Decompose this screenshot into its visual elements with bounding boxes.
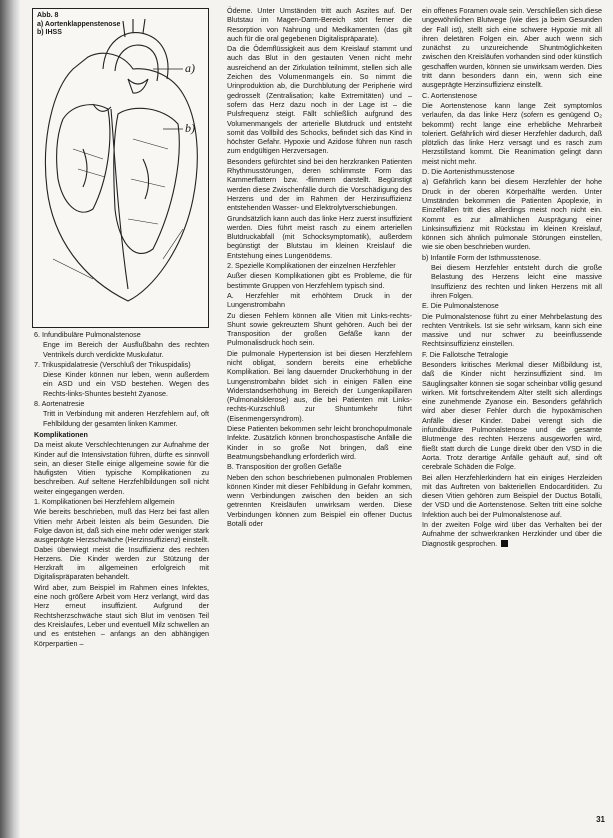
- paragraph: Tritt in Verbindung mit anderen Herzfehlern auf, oft Fehlbildung der gesamten linken Kammer.: [43, 409, 209, 428]
- figure-legend-b: b) IHSS: [37, 29, 62, 36]
- paragraph: ein offenes Foramen ovale sein. Verschließen sich diese ungewöhnlichen Blutwege (wie dies ja beim Gesunden der Fall ist), stellt sich eine schwere Hypoxie mit all ihren deletären Folgen ein. Aber auch wenn sich zunächst zu unzureichende Shuntmöglichkeiten zwischen den Kreisläufen vorhanden sind oder künstlich geschaffen wurden, können sie unwirksam werden. Dies tritt dann besonders dann ein, wenn sich eine ausgeprägte Herzinsuffizienz einstellt.: [422, 6, 602, 90]
- paragraph: Da meist akute Verschlechterungen zur Aufnahme der Kinder auf die Intensivstation führen, dürfte es sinnvoll sein, an dieser Stelle einige allgemeine sowie für die häufigsten Vitien typische Komplikationen zu beschreiben. Auf seltene Herzfehlbildungen soll nicht weiter eingegangen werden.: [34, 440, 209, 496]
- text-column-1: [34, 330, 209, 830]
- end-of-article-mark: [501, 540, 508, 547]
- paragraph: Die pulmonale Hypertension ist bei diesen Herzfehlern nicht obligat, sondern bereits eine erhebliche Komplikation. Bei lang dauernder Druckerhöhung in der Lungenstrombahn bildet sich in einigen Fällen eine Widerstandserhöhung im Bereich der Lungenkapillaren (Pulmonalsklerose) aus, die bei Patienten mit Links-rechts-Kurzschluß zur Shuntumkehr führt (Eisenmengersyndrom).: [227, 348, 412, 423]
- paragraph: Diese Patienten bekommen sehr leicht bronchopulmonale Infekte. Zusätzlich können bronchospastische Anfälle die Kinder in so große Not bringen, daß eine Beatmungsbehandlung erforderlich wird.: [227, 424, 412, 461]
- paragraph: Die Pulmonalstenose führt zu einer Mehrbelastung des rechten Ventrikels. Ist sie sehr wirksam, kann sich eine massive und nur schwer zu beeinflussende Rechtsinsuffizienz einstellen.: [422, 311, 602, 349]
- book-gutter-shadow: [0, 0, 20, 838]
- paragraph: 2. Spezielle Komplikationen der einzelnen Herzfehler: [227, 261, 396, 271]
- paragraph: In der zweiten Folge wird über das Verhalten bei der Aufnahme der schwerkranken Herzkinder und über die Diagnostik gesprochen.: [422, 520, 602, 548]
- page-number: 31: [596, 815, 605, 824]
- paragraph: 1. Komplikationen bei Herzfehlern allgemein: [34, 497, 175, 507]
- figure-number: Abb. 8: [37, 12, 59, 19]
- paragraph: Besonders gefürchtet sind bei den herzkranken Patienten Rhythmusstörungen, deren schlimmste Form das Kammerflattern bzw. -flimmern darstellt. Begünstigt werden diese Zwischenfälle durch die Vorschädigung des Herzens und der im Rahmen der Herzinsuffizienz entstehenden Wasser- und Elektrolytverschiebungen.: [227, 156, 412, 213]
- paragraph: Wie bereits beschrieben, muß das Herz bei fast allen Vitien mehr Arbeit leisten als beim Gesunden. Die Folge davon ist, daß sich eine mehr oder weniger stark ausgeprägte Herzschwäche (Herzinsuffizienz) einstellt. Dabei überwiegt meist die Insuffizienz des rechten Herzens. Die Kinder werden zur Stützung der Herzkraft im allgemeinen erfolgreich mit Digitalispräparaten behandelt.: [34, 507, 209, 582]
- paragraph: Enge im Bereich der Ausflußbahn des rechten Ventrikels durch verdickte Muskulatur.: [43, 340, 209, 359]
- paragraph: Diese Kinder können nur leben, wenn außerdem ein ASD und ein VSD bestehen. Wegen des Rechts-links-Shuntes besteht Zyanose.: [43, 370, 209, 398]
- paragraph: Die Aortenstenose kann lange Zeit symptomlos verlaufen, da das linke Herz (sofern es genügend O₂ bekommt) recht lange eine erhebliche Mehrarbeit toleriert. Gefährlich wird dieser Herzfehler dadurch, daß plötzlich das linke Herz versagt und es rasch zum Herzstillstand kommt. Die Reanimation gelingt dann meist nicht mehr.: [422, 100, 602, 166]
- figure-label-b: b): [185, 121, 195, 135]
- paragraph: Zu diesen Fehlern können alle Vitien mit Links-rechts-Shunt sowie gekreuztem Shunt gehören. Auch bei der Transposition der großen Gefäße kann der Pulmonalisdruck hoch sein.: [227, 310, 412, 348]
- paragraph: Außer diesen Komplikationen gibt es Probleme, die für bestimmte Gruppen von Herzfehlern typisch sind.: [227, 271, 412, 290]
- document-page: [20, 0, 613, 838]
- paragraph: Bei diesem Herzfehler entsteht durch die große Belastung des Herzens leicht eine massive Insuffizienz des rechten und linken Herzens mit all ihren Folgen.: [431, 263, 602, 300]
- paragraph: Neben den schon beschriebenen pulmonalen Problemen können Kinder mit dieser Fehlbildung in Gefahr kommen, wenn Verbindungen zwischen den beiden an sich getrennten Kreisläufen unwirksam werden. Diese Verbindungen können zum Beispiel ein offener Ductus Botalli oder: [227, 472, 412, 529]
- heart-figure: [32, 8, 209, 328]
- text-column-3: [422, 6, 602, 836]
- section-heading: Komplikationen: [34, 429, 88, 439]
- paragraph: 7. Trikuspidalatresie (Verschluß der Trikuspidalis): [34, 359, 191, 369]
- paragraph: A. Herzfehler mit erhöhtem Druck in der Lungenstrombahn: [227, 290, 412, 310]
- paragraph: Wird aber, zum Beispiel im Rahmen eines Infektes, eine noch größere Arbeit vom Herz verlangt, wird das Herz erneut insuffizient. Aufgrund der Rechtsherzschwäche staut sich Blut im venösen Teil des Kreislaufes, Leber und eventuell Milz schwellen an und es entstehen – anfangs an den abhängigen Körperpartien –: [34, 582, 209, 648]
- paragraph: E. Die Pulmonalstenose: [422, 301, 499, 311]
- paragraph: Bei allen Herzfehlerkindern hat ein einiges Herzleiden mit das Auftreten von bakteriellen Endocarditiden. Zu diesen Vitien gehören zum Beispiel der Ductus Botalli, der VSD und die Aortenstenose. Selten tritt eine solche Infektion auch bei der Pulmonalstenose auf.: [422, 472, 602, 519]
- paragraph: 6. Infundibuläre Pulmonalstenose: [34, 330, 141, 339]
- figure-legend-a: a) Aortenklappenstenose: [37, 20, 121, 28]
- paragraph: a) Gefährlich kann bei diesem Herzfehler der hohe Druck in der oberen Körperhälfte werden. Unter Umständen bekommen die Patienten Apoplexie, in Einzelfällen tritt dies allerdings meist noch nicht ein. Kommt es zur allmählichen Ausprägung einer Linksinsuffizienz mit Rückstau im kleinen Kreislauf, können sich ähnlich pulmonale Störungen einstellen, wie sie oben beschrieben wurden.: [422, 177, 602, 252]
- paragraph: F. Die Fallotsche Tetralogie: [422, 349, 509, 359]
- figure-label-a: a): [185, 61, 195, 75]
- paragraph: B. Transposition der großen Gefäße: [227, 462, 342, 472]
- paragraph: Ödeme. Unter Umständen tritt auch Aszites auf. Der Blutstau im Magen-Darm-Bereich stört ferner die Resorption von Nahrung und Medikamenten (das gilt auch für die oral gegebenen Digitalispräparate).: [227, 6, 412, 43]
- paragraph: D. Die Aortenisthmusstenose: [422, 167, 515, 177]
- paragraph: Besonders kritisches Merkmal dieser Mißbildung ist, daß die Kinder nicht herzinsuffizient sind. Im Säuglingsalter können sie sogar scheinbar völlig gesund wirken. Mit fortschreitendem Alter stellt sich allerdings eine zunehmende Zyanose ein. Besonders gefährlich wird aber dieser Fehler durch die hypoxämischen Anfälle dieser Kinder. Dabei verengt sich die infundibuläre Pulmonalstenose und die gesamte Blutmenge des rechten Herzens ausgeworfen wird, fließt statt durch die Lunge direkt über den VSD in die Aorta. Trotz derartige Anfälle gehäuft auf, sind oft cerebrale Schäden die Folge.: [422, 359, 602, 472]
- paragraph: b) Infantile Form der Isthmusstenose.: [422, 252, 542, 262]
- heart-illustration: [33, 9, 208, 327]
- text-column-2: [227, 6, 412, 836]
- paragraph: C. Aortenstenose: [422, 90, 478, 100]
- paragraph: Grundsätzlich kann auch das linke Herz zuerst insuffizient werden. Dies führt meist rasch zu einem arteriellen Blutdruckabfall (mit Schocksymptomatik), außerdem begünstigt der Blutstau im kleinen Kreislauf die Entstehung eines Lungenödems.: [227, 213, 412, 260]
- paragraph: 8. Aortenatresie: [34, 399, 85, 409]
- paragraph: Da die Ödemflüssigkeit aus dem Kreislauf stammt und auch das Blut in den gestauten Venen nicht mehr ausreichend an der Zirkulation teilnimmt, stellen sich alle Zeichen des Volumenmangels ein. So nimmt die Urinproduktion ab, die Durchblutung der Peripherie wird gedrosselt (Zentralisation; kalte Extremitäten) und – sofern das Herz dazu noch in der Lage ist – die Pulsfrequenz steigt. Fällt schließlich aufgrund des Volumenmangels der arterielle Blutdruck und entsteht somit das Vollbild des Schocks, befindet sich das Kind in höchster Gefahr. Hypoxie und Azidose führen nun rasch zum endgültigen Herzversagen.: [227, 44, 412, 156]
